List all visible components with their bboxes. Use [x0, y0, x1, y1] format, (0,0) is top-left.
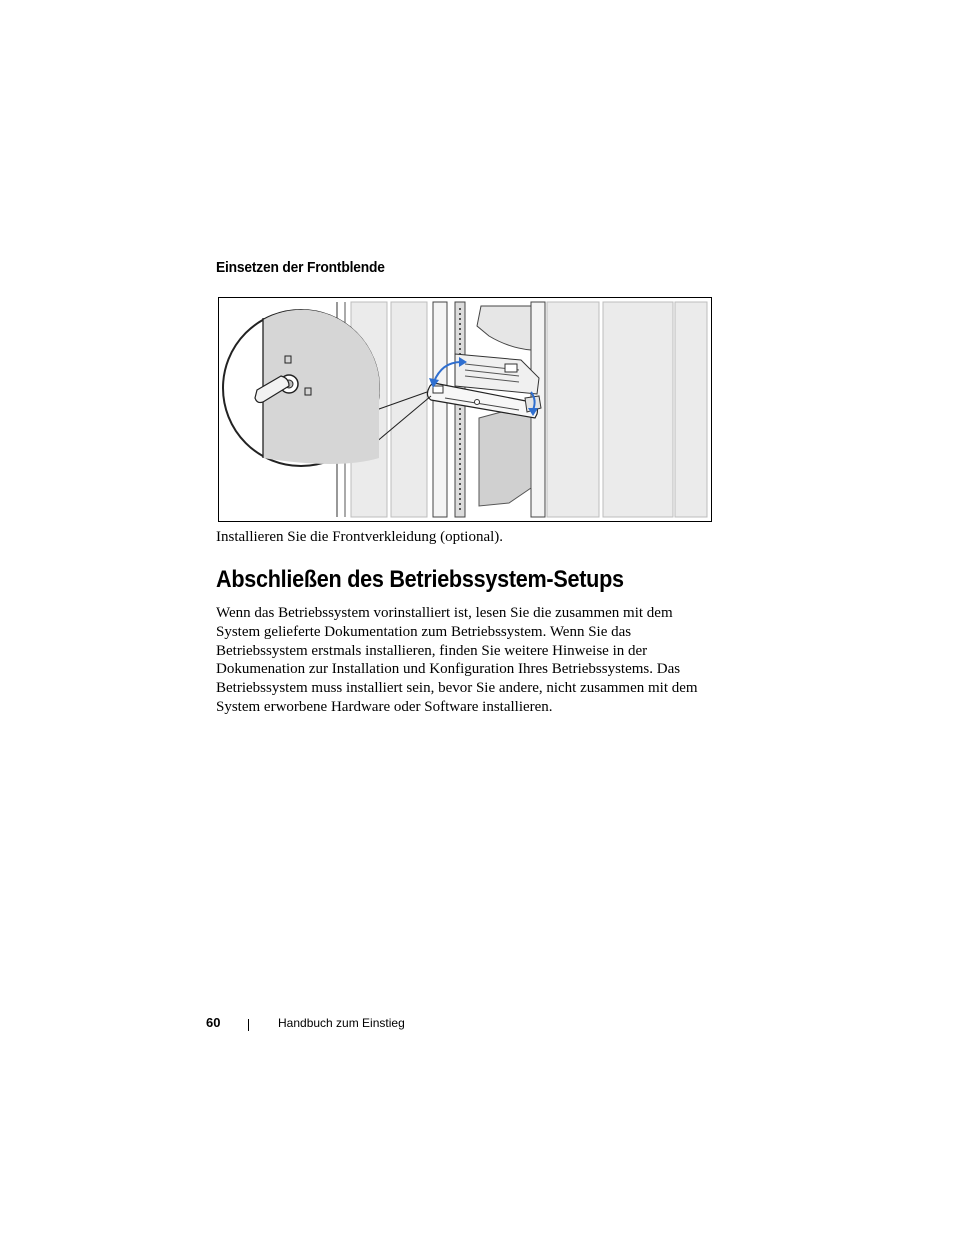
paragraph-line: Wenn das Betriebssystem vorinstalliert ist, lesen Sie die zusammen mit dem — [216, 605, 673, 621]
paragraph-line: System erworbene Hardware oder Software installieren. — [216, 698, 553, 715]
paragraph-line: Betriebssystem erstmals installieren, finden Sie weitere Hinweise in der — [216, 642, 648, 659]
chapter-heading: Abschließen des Betriebssystem-Setups — [216, 566, 624, 593]
rack-rail-left — [433, 302, 465, 517]
bezel-installation-figure — [218, 297, 712, 522]
upper-server — [477, 306, 531, 350]
paragraph-line: System gelieferte Dokumentation zum Betriebssystem. Wenn Sie das — [216, 623, 632, 640]
bezel-installation-illustration — [219, 298, 711, 521]
section-subheading: Einsetzen der Frontblende — [216, 259, 385, 276]
figure-caption: Installieren Sie die Frontverkleidung (optional). — [216, 529, 504, 545]
rack-interior — [479, 404, 531, 506]
paragraph-line: Betriebssystem muss installiert sein, bevor Sie andere, nicht zusammen mit dem — [216, 680, 698, 697]
server-chassis — [455, 354, 539, 394]
footer-separator — [248, 1019, 249, 1031]
footer-title: Handbuch zum Einstieg — [278, 1016, 405, 1030]
key-lock-detail — [223, 310, 380, 466]
page-footer — [0, 1015, 954, 1035]
paragraph-line: Dokumenation zur Installation und Konfiguration Ihres Betriebssystems. Das — [216, 661, 681, 678]
page-number: 60 — [206, 1015, 221, 1030]
body-paragraph — [216, 604, 698, 717]
